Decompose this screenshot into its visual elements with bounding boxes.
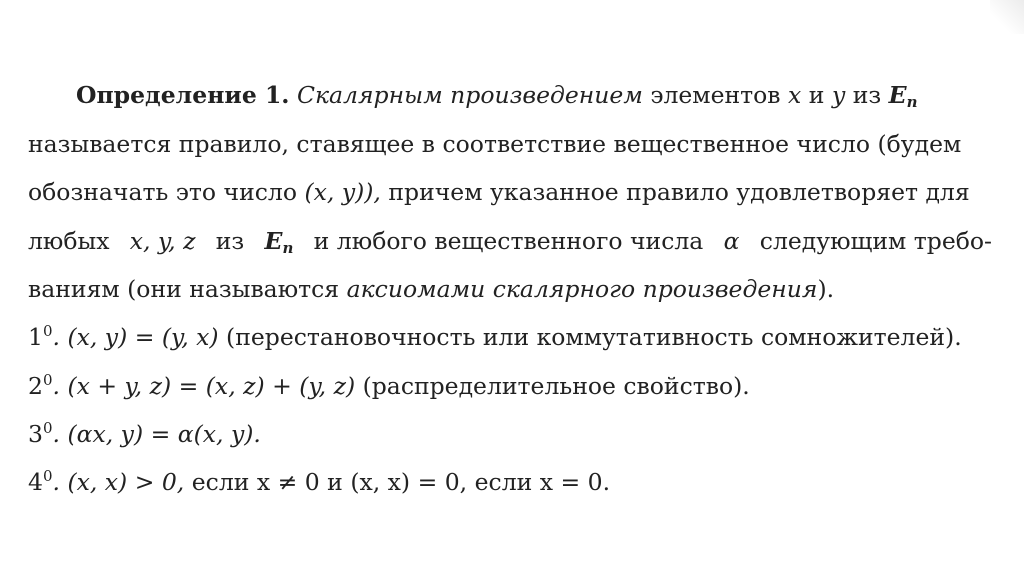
definition-term: Скалярным произведением bbox=[296, 81, 643, 109]
axioms-term: аксиомами скалярного произведения bbox=[346, 275, 818, 303]
definition-line-1: Определение 1. Скалярным произведением элементов x и y из $E_n$ bbox=[76, 81, 918, 111]
axiom-2: $2^0$. (x + y, z) = (x, z) + (y, z) (распределительное свойство). bbox=[28, 371, 750, 400]
definition-line-4: любых x, y, z из $E_n$ и любого вещественного числа α следующим требо- bbox=[28, 227, 992, 257]
definition-line-5: ваниям (они называются аксиомами скалярного произведения). bbox=[28, 275, 835, 303]
definition-line-2: называется правило, ставящее в соответствие вещественное число (будем bbox=[28, 130, 962, 158]
definition-line-3: обозначать это число (x, y)), причем указанное правило удовлетворяет для bbox=[28, 178, 970, 206]
corner-shade bbox=[990, 0, 1024, 34]
space-symbol: $E_n$ bbox=[888, 81, 918, 111]
axiom-3: $3^0$. (αx, y) = α(x, y). bbox=[28, 419, 261, 448]
axiom-4: $4^0$. (x, x) > 0, если x ≠ 0 и (x, x) = 0, если x = 0. bbox=[28, 467, 611, 496]
axiom-1: $1^0$. (x, y) = (y, x) (перестановочность или коммутативность сомножителей). bbox=[28, 322, 962, 351]
definition-heading: Определение 1. bbox=[76, 81, 290, 109]
